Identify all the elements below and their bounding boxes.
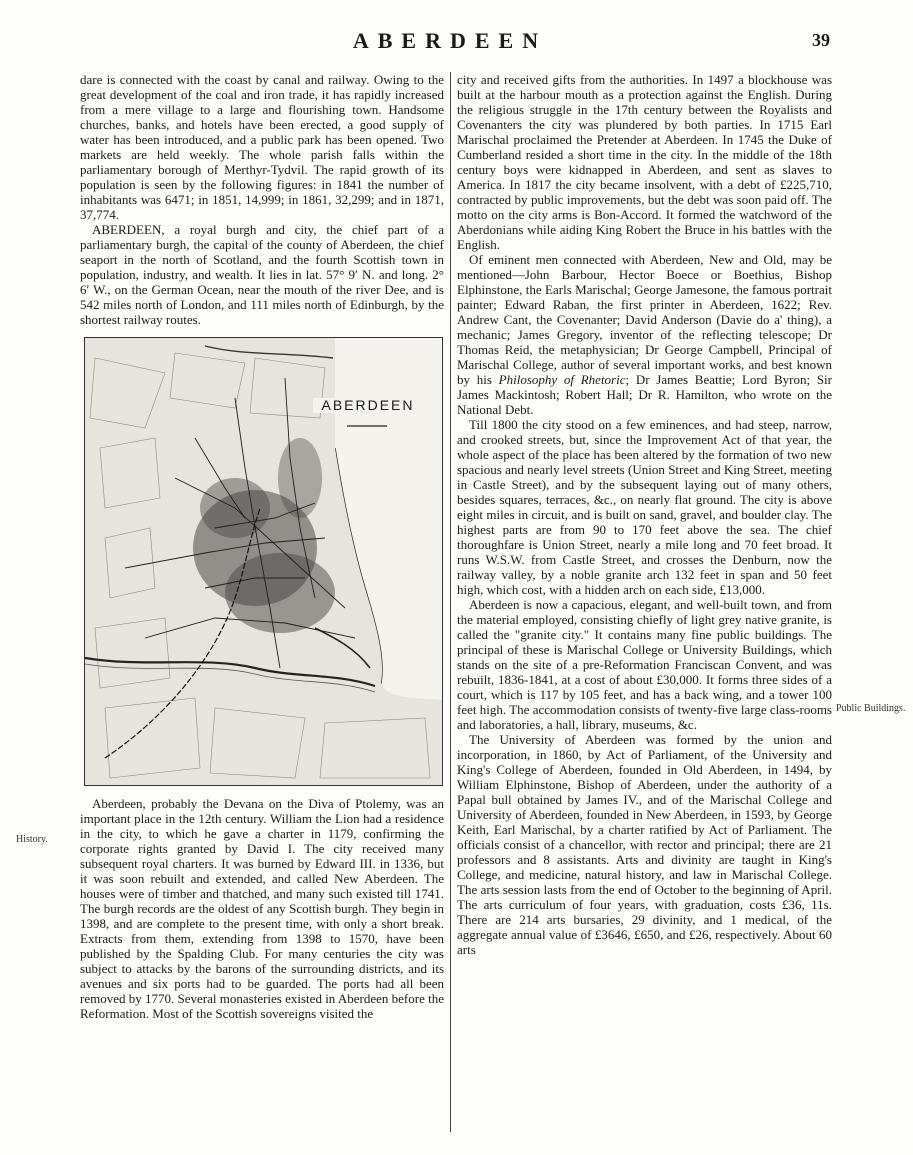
left-column <box>80 72 444 1021</box>
paragraph-aberdeen-intro: ABERDEEN, a royal burgh and city, the chief part of a parliamentary burgh, the capital of the county of Aberdeen, the chief seaport in the north of Scotland, and the fourth Scottish town in population, industry, and wealth. It lies in lat. 57° 9′ N. and long. 2° 6′ W., on the German Ocean, near the mouth of the river Dee, and is 542 miles north of London, and 111 miles north of Edinburgh, by the shortest railway routes. <box>80 222 444 327</box>
eminent-men-text-b: ; Dr James Beattie; Lord Byron; Sir James Mackintosh; Robert Hall; Dr R. Hamilton, who wrote on the National Debt. <box>457 372 832 417</box>
paragraph-public-buildings: Aberdeen is now a capacious, elegant, and well-built town, and from the material employed, consisting chiefly of light grey native granite, is called the "granite city." It contains many fine public buildings. The principal of these is Marischal College or University Buildings, which stands on the site of a pre-Reformation Franciscan Convent, and was rebuilt, 1836-1841, at a cost of about £30,000. It forms three sides of a court, which is 117 by 105 feet, and has a back wing, and a tower 100 feet high. The accommodation consists of twenty-five large class-rooms and laboratories, a hall, library, museums, &c. <box>457 597 832 732</box>
page-number: 39 <box>812 30 830 50</box>
paragraph-merthyr-tydvil: dare is connected with the coast by canal and railway. Owing to the great development of the coal and iron trade, it has rapidly increased from a mere village to a large and flourishing town. Handsome churches, banks, and hotels have been erected, a good supply of water has been introduced, and a public park has been opened. Two markets are held weekly. The whole parish falls within the parliamentary borough of Merthyr-Tydvil. The rapid growth of its population is seen by the following figures: in 1841 the number of inhabitants was 6471; in 1851, 14,999; in 1861, 32,299; and in 1871, 37,774. <box>80 72 444 222</box>
margin-note-history: History. <box>16 834 48 845</box>
map-figure <box>84 337 443 786</box>
column-rule <box>450 72 451 1132</box>
paragraph-university: The University of Aberdeen was formed by the union and incorporation, in 1860, by Act of Parliament, of the University and King's College of Aberdeen, founded in Old Aberdeen, in 1494, by William Elphinstone, Bishop of Aberdeen, under the authority of a Papal bull obtained by James IV., and of the Marischal College and University of Aberdeen, founded in New Aberdeen, in 1593, by George Keith, Earl Marischal, by a charter ratified by Act of Parliament. The officials consist of a chancellor, with rector and principal; there are 21 professors and 8 assistants. Arts and divinity are taught in King's College, and medicine, natural history, and law in Marischal College. The arts session lasts from the end of October to the beginning of April. The arts curriculum of four years, with graduation, costs £36, 11s. There are 214 arts bursaries, 29 divinity, and 1 medical, of the aggregate annual value of £3646, £650, and £26, respectively. About 60 arts <box>457 732 832 957</box>
running-head <box>0 28 913 64</box>
paragraph-city-history: city and received gifts from the authorities. In 1497 a blockhouse was built at the harbour mouth as a protection against the English. During the religious struggle in the 17th century between the Royalists and Covenanters the city was plundered by both parties. In 1715 Earl Marischal proclaimed the Pretender at Aberdeen. In 1745 the Duke of Cumberland resided a short time in the city. In the middle of the 18th century boys were kidnapped in Aberdeen, and sent as slaves to America. In 1817 the city became insolvent, with a debt of £225,710, contracted by public improvements, but the debt was soon paid off. The motto on the city arms is Bon-Accord. It formed the watchword of the Aberdonians while aiding King Robert the Bruce in his battles with the English. <box>457 72 832 252</box>
book-title-philosophy-of-rhetoric: Philosophy of Rhetoric <box>498 372 626 387</box>
map-title: ABERDEEN <box>313 398 423 413</box>
eminent-men-text-a: Of eminent men connected with Aberdeen, New and Old, may be mentioned—John Barbour, Hector Boece or Boethius, Bishop Elphinstone, the Earls Marischal; George Jamesone, the famous portrait painter; Edward Raban, the first printer in Aberdeen, 1622; Rev. Andrew Cant, the Covenanter; David Anderson (Davie do a' thing), a mechanic; James Gregory, inventor of the reflecting telescope; Dr Thomas Reid, the metaphysician; Dr George Campbell, Principal of Marischal College, author of several important works, and best known by his <box>457 252 832 387</box>
right-column <box>457 72 832 957</box>
margin-note-public-buildings: Public Buildings. <box>836 703 906 714</box>
paragraph-history: Aberdeen, probably the Devana on the Diva of Ptolemy, was an important place in the 12th century. William the Lion had a residence in the city, to which he gave a charter in 1179, confirming the corporate rights granted by David I. The city received many subsequent royal charters. It was burned by Edward III. in 1336, but it was soon rebuilt and extended, and called New Aberdeen. The houses were of timber and thatched, and many such existed till 1741. The burgh records are the oldest of any Scottish burgh. They begin in 1398, and are complete to the present time, with only a short break. Extracts from them, extending from 1398 to 1570, have been published by the Spalding Club. For many centuries the city was subject to attacks by the barons of the surrounding districts, and its avenues and six ports had to be guarded. The ports had all been removed by 1770. Several monasteries existed in Aberdeen before the Reformation. Most of the Scottish sovereigns visited the <box>80 796 444 1021</box>
paragraph-streets: Till 1800 the city stood on a few eminences, and had steep, narrow, and crooked streets, but, since the Improvement Act of that year, the whole aspect of the place has been altered by the formation of two new spacious and nearly level streets (Union Street and King Street, meeting in Castle Street), and by the subsequent laying out of many others, besides squares, terraces, &c., on nearly flat ground. The city is above eight miles in circuit, and is built on sand, gravel, and boulder clay. The highest parts are from 90 to 170 feet above the sea. The chief thoroughfare is Union Street, nearly a mile long and 70 feet broad. It runs W.S.W. from Castle Street, and crosses the Denburn, now the railway valley, by a noble granite arch 132 feet in span and 50 feet high, which cost, with a hidden arch on each side, £13,000. <box>457 417 832 597</box>
running-title: ABERDEEN <box>352 28 548 53</box>
paragraph-eminent-men <box>457 252 832 417</box>
